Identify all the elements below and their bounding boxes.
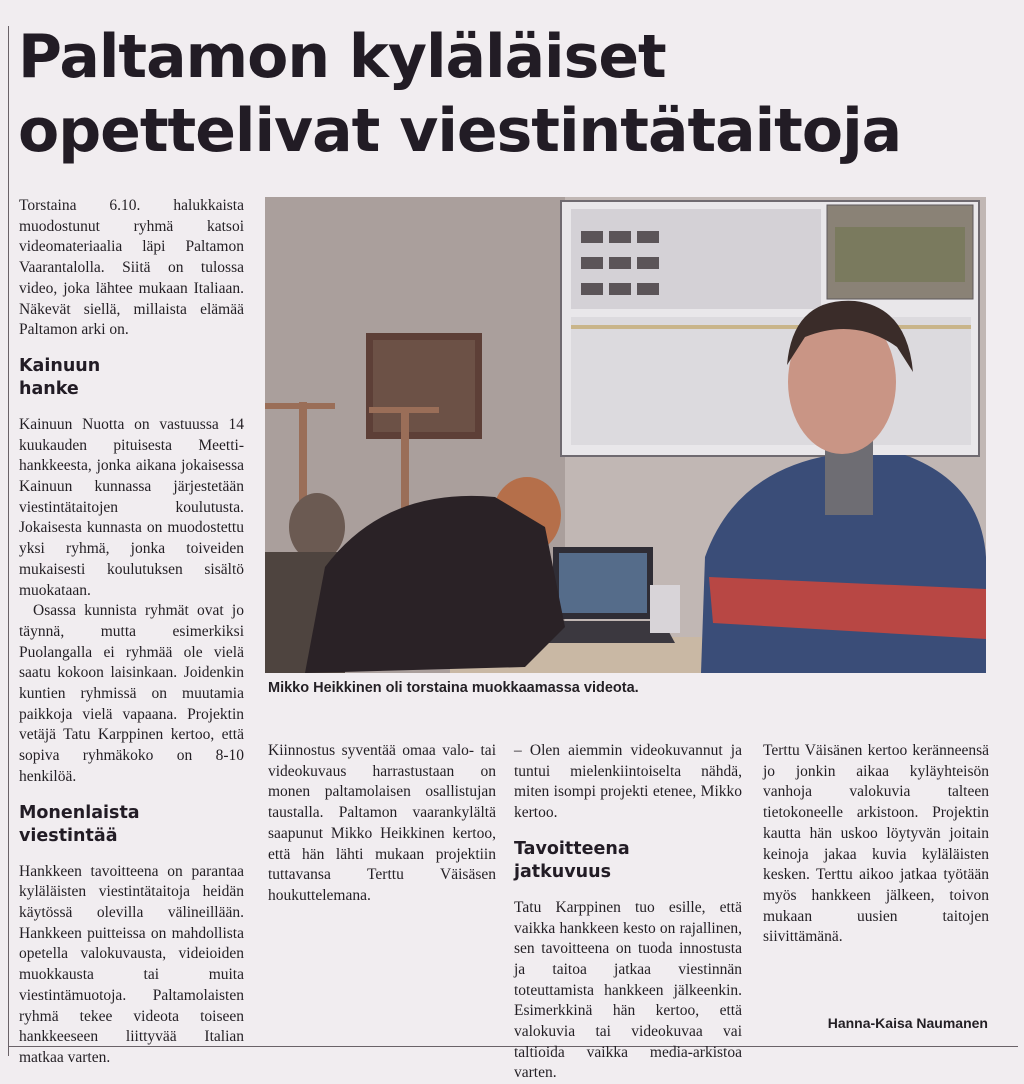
subheading-line: Kainuun <box>19 355 101 376</box>
screen-preview-landscape <box>835 227 965 282</box>
speaker <box>650 585 680 633</box>
body-paragraph: Terttu Väisänen kertoo keränneensä jo jonkin aikaa kyläyhteisön vanhoja valokuvia talteen tietokoneelle arkistoon. Projektin kautta hän uskoo löytyvän joitain keinoja jakaa kuvia kyläläisten kesken. Terttu aikoo jatkaa työtään myös hankkeen jälkeen, toivon mukaan uusien taitojen siivittämänä. <box>763 742 989 946</box>
intro-paragraph: Torstaina 6.10. halukkaista muodostunut ryhmä katsoi videomateriaalia läpi Paltamon Vaarantalolla. Siitä on tulossa video, joka lähtee mukaan Italiaan. Näkevät siellä, millaista elämää Paltamon arki on. <box>19 197 244 339</box>
body-paragraph: Tatu Karppinen tuo esille, että vaikka hankkeen kesto on rajallinen, sen tavoitteena on tuoda innostusta ja taitoa jatkaa viestinnän toteuttamista hankkeen jälkeenkin. Esimerkkinä hän kertoo, että valokuvia tai videokuvaa vai taltioida vaikka media-arkistoa varten. <box>514 898 742 1082</box>
screen-thumbnail <box>581 283 603 295</box>
column-4 <box>763 741 989 948</box>
screen-thumbnail <box>609 283 631 295</box>
seated-person-head <box>289 493 345 561</box>
subheading-line: Tavoitteena <box>514 838 630 859</box>
screen-thumbnail <box>637 257 659 269</box>
wall-picture-inner <box>373 340 475 432</box>
headline-line-2: opettelivat viestintätaitoja <box>18 96 902 166</box>
byline: Hanna-Kaisa Naumanen <box>827 1015 988 1031</box>
column-3 <box>514 741 742 1084</box>
body-paragraph: – Olen aiemmin videokuvannut ja tuntui mielenkiintoiselta nähdä, miten isompi projekti etenee, Mikko kertoo. <box>514 742 742 822</box>
column-1 <box>19 196 244 1069</box>
screen-thumbnail <box>581 257 603 269</box>
body-paragraph: Hankkeen tavoitteena on parantaa kyläläisten viestintätaitoja heidän käytössä olevilla välineillään. Hankkeen puitteissa on mahdollista opetella valokuvausta, videioiden muokkausta tai muita viestintämuotoja. Paltamolaisten ryhmä tekee videota toiseen hankkeeseen liittyvää Italian matkaa varten. <box>19 862 244 1066</box>
subheading-line: Monenlaista <box>19 802 140 823</box>
body-paragraph: Osassa kunnista ryhmät ovat jo täynnä, mutta esimerkiksi Puolangalla ei ryhmää ole vielä saatu kokoon laisinkaan. Joidenkin kuntien ryhmissä on muutamia paikkoja vielä vapaana. Projektin vetäjä Tatu Karppinen kertoo, että sopiva ryhmäkoko on 8-10 henkilöä. <box>19 602 244 785</box>
headline <box>18 20 1018 168</box>
screen-panel-thumbnails <box>571 209 821 309</box>
screen-timeline-panel <box>571 317 971 445</box>
body-paragraph: Kiinnostus syventää omaa valo- tai videokuvaus harrastustaan on monen paltamolaisen osallistujan taustalla. Paltamon vaarankylältä saapunut Mikko Heikkinen kertoo, että hän lähti mukaan projektiin tuttavansa Terttu Väisäsen houkuttelemana. <box>268 742 496 904</box>
subheading-monenlaista-viestintaa <box>19 802 244 848</box>
subheading-line: viestintää <box>19 825 118 846</box>
subheading-kainuun-hanke <box>19 355 244 401</box>
easel-bar <box>369 407 439 413</box>
screen-thumbnail <box>637 231 659 243</box>
photo-illustration <box>265 197 986 673</box>
screen-thumbnail <box>609 257 631 269</box>
column-2 <box>268 741 496 907</box>
left-column-rule <box>8 26 9 1056</box>
headline-line-1: Paltamon kyläläiset <box>18 22 666 92</box>
screen-thumbnail <box>581 231 603 243</box>
photo-caption: Mikko Heikkinen oli torstaina muokkaamassa videota. <box>268 680 639 696</box>
subheading-line: hanke <box>19 378 79 399</box>
body-paragraph: Kainuun Nuotta on vastuussa 14 kuukauden pituisesta Meetti-hankkeesta, jonka aikana jokaisessa Kainuun kunnassa järjestetään viestintätaitojen koulutusta. Jokaisesta kunnasta on muodostettu yksi ryhmä, jonka toiveiden mukaisesti koulutuksen sisältö muokataan. <box>19 415 244 599</box>
laptop-display <box>559 553 647 613</box>
article-photo <box>265 197 986 673</box>
easel-bar <box>265 403 335 409</box>
screen-thumbnail <box>637 283 659 295</box>
subheading-tavoitteena-jatkuvuus <box>514 838 742 884</box>
subheading-line: jatkuvuus <box>514 861 612 882</box>
screen-thumbnail <box>609 231 631 243</box>
